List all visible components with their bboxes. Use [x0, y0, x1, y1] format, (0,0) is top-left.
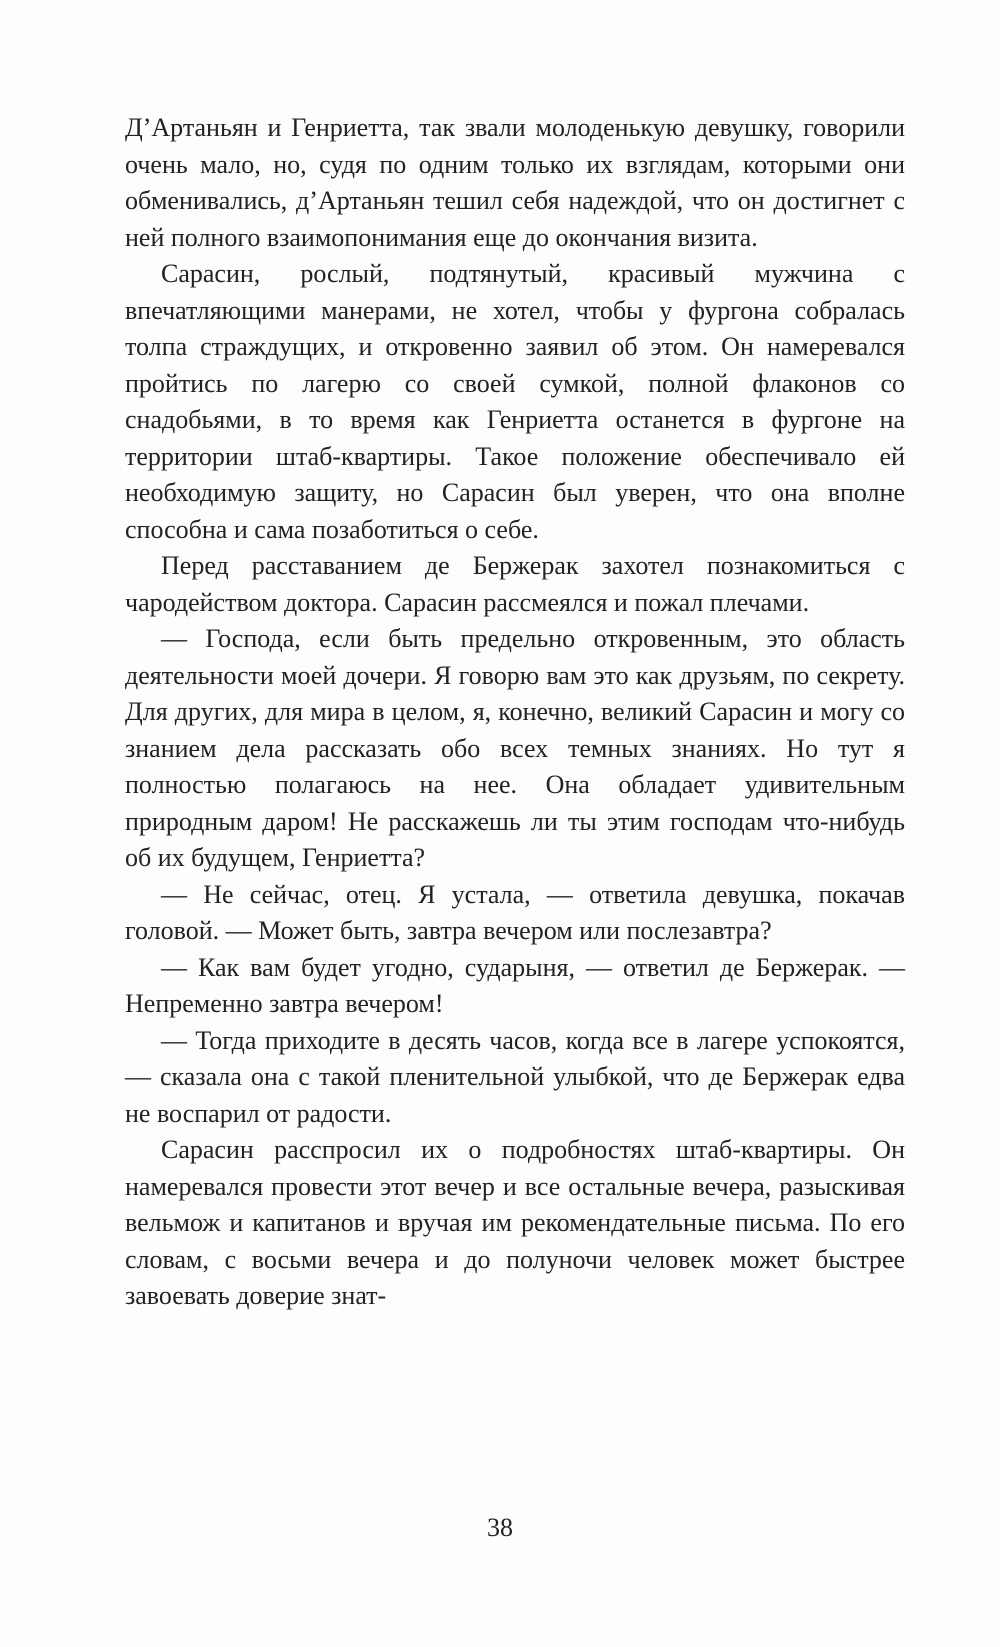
paragraph-2: Сарасин, рослый, подтянутый, красивый мужчина с впечатляющими манерами, не хотел, чтобы у фургона собралась толпа страждущих, и откровенно заявил об этом. Он намеревался пройтись по лагерю со своей сумкой, полной флаконов со снадобьями, в то время как Генриетта останется в фургоне на территории штаб-квартиры. Такое положение обеспечивало ей необходимую защиту, но Сарасин был уверен, что она вполне способна и сама позаботиться о себе. [125, 259, 905, 544]
paragraph-3: Перед расставанием де Бержерак захотел познакомиться с чародейством доктора. Сарасин рассмеялся и пожал плечами. [125, 551, 905, 617]
paragraph-8: Сарасин расспросил их о подробностях штаб-квартиры. Он намеревался провести этот вечер и все остальные вечера, разыскивая вельмож и капитанов и вручая им рекомендательные письма. По его словам, с восьми вечера и до полуночи человек может быстрее завоевать доверие знат- [125, 1135, 905, 1310]
paragraph-4: — Господа, если быть предельно откровенным, это область деятельности моей дочери. Я говорю вам это как друзьям, по секрету. Для других, для мира в целом, я, конечно, великий Сарасин и могу со знанием дела рассказать обо всех темных знаниях. Но тут я полностью полагаюсь на нее. Она обладает удивительным природным даром! Не расскажешь ли ты этим господам что-нибудь об их будущем, Генриетта? [125, 624, 905, 872]
paragraph-7: — Тогда приходите в десять часов, когда все в лагере успокоятся, — сказала она с такой пленительной улыбкой, что де Бержерак едва не воспарил от радости. [125, 1025, 905, 1128]
paragraph-6: — Как вам будет угодно, сударыня, — ответил де Бержерак. — Непременно завтра вечером! [125, 952, 905, 1018]
paragraph-5: — Не сейчас, отец. Я устала, — ответила девушка, покачав головой. — Может быть, завтра вечером или послезавтра? [125, 879, 905, 945]
paragraph-1: Д’Артаньян и Генриетта, так звали молоденькую девушку, говорили очень мало, но, судя по одним только их взглядам, которыми они обменивались, д’Артаньян тешил себя надеждой, что он достигнет с ней полного взаимопонимания еще до окончания визита. [125, 113, 905, 252]
page-number: 38 [487, 1513, 513, 1542]
body-text [125, 110, 905, 1315]
